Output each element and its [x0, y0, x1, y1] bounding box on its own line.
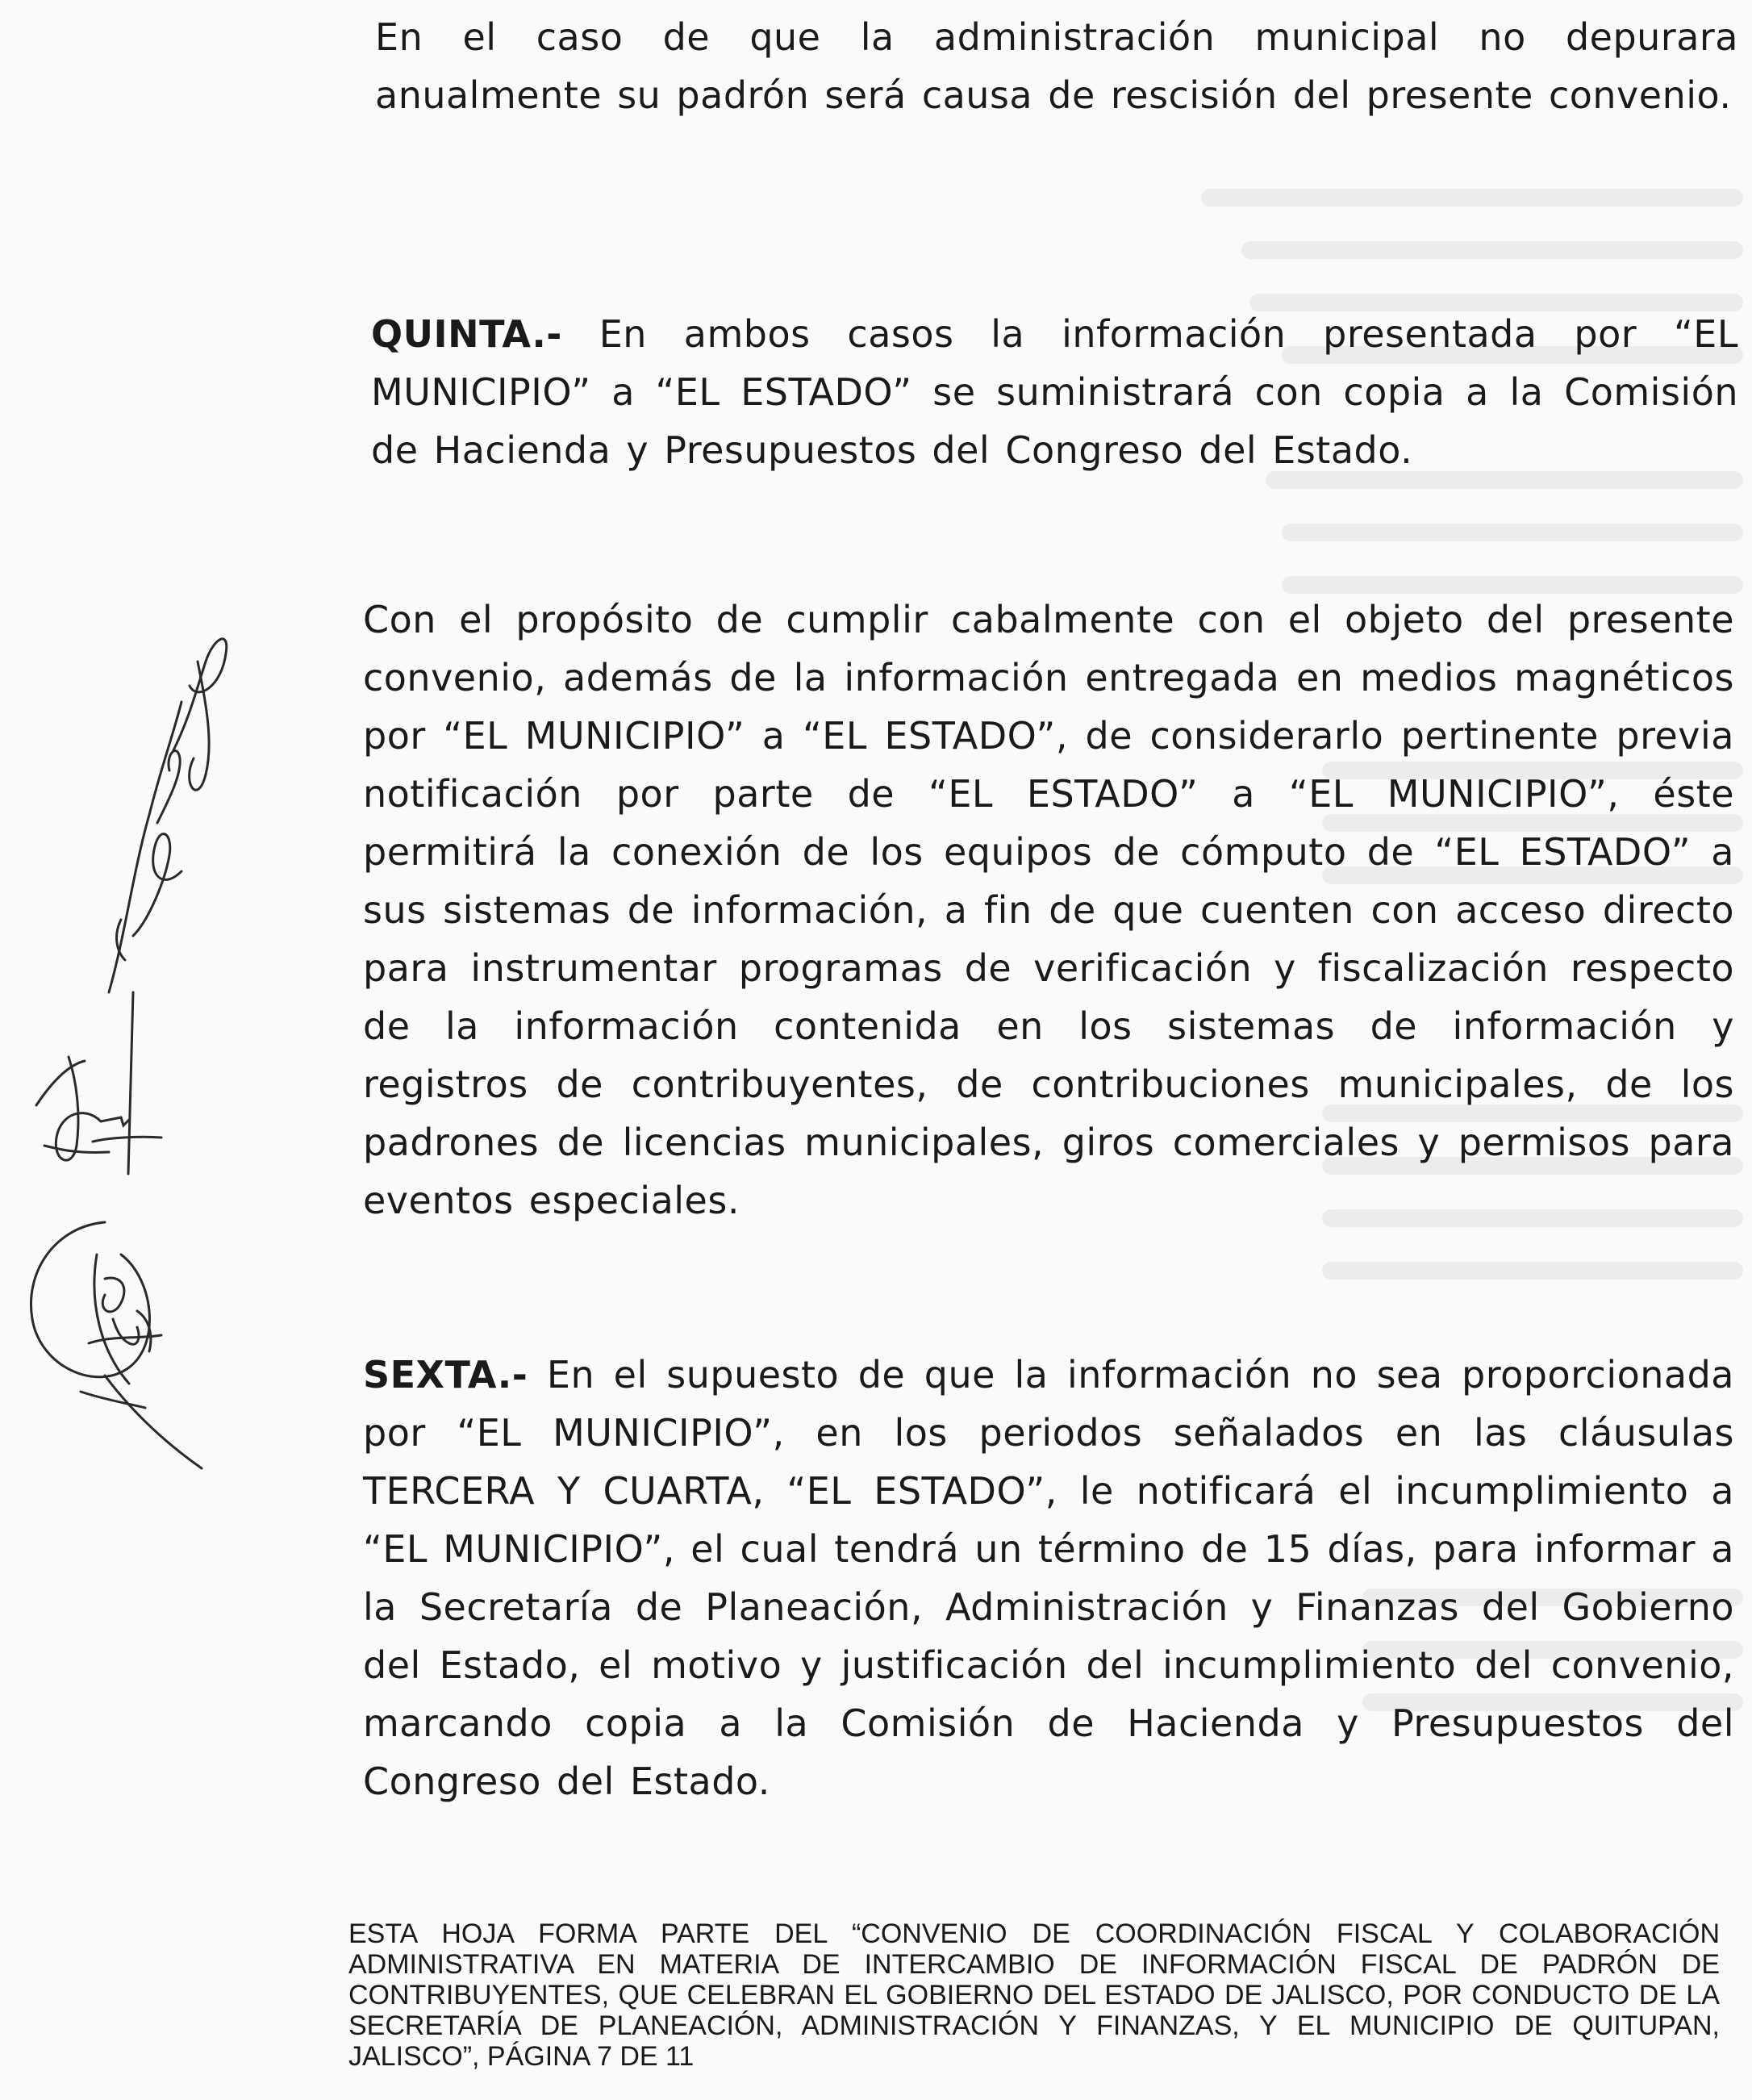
page-footer-text: ESTA HOJA FORMA PARTE DEL “CONVENIO DE COORDINACIÓN FISCAL Y COLABORACIÓN ADMINISTRATIVA EN MATERIA DE INTERCAMBIO DE INFORMACIÓN FISCAL DE PADRÓN DE CONTRIBUYENTES, QUE CELEBRAN EL GOBIERNO DEL ESTADO DE JALISCO, POR CONDUCTO DE LA SECRETARÍA DE PLANEACIÓN, ADMINISTRACIÓN Y FINANZAS, Y EL MUNICIPIO DE QUITUPAN, JALISCO”, PÁGINA 7 DE 11	[348, 1918, 1720, 2072]
clause-quinta-heading: QUINTA.-	[371, 312, 562, 356]
clause-sexta-heading: SEXTA.-	[363, 1353, 528, 1397]
paragraph-intro	[375, 8, 1738, 124]
paragraph-intro-text: En el caso de que la administración municipal no depurara anualmente su padrón será causa de rescisión del presente convenio.	[375, 15, 1738, 117]
paragraph-connection	[363, 591, 1734, 1230]
handwritten-signature-icon	[8, 1206, 218, 1472]
page-footer	[348, 1918, 1720, 2072]
clause-sexta-text: En el supuesto de que la información no sea proporcionada por “EL MUNICIPIO”, en los periodos señalados en las cláusulas TERCERA Y CUARTA, “EL ESTADO”, le notificará el incumplimiento a “EL MUNICIPIO”, el cual tendrá un término de 15 días, para informar a la Secretaría de Planeación, Administración y Finanzas del Gobierno del Estado, el motivo y justificación del incumplimiento del convenio, marcando copia a la Comisión de Hacienda y Presupuestos del Congreso del Estado.	[363, 1353, 1734, 1803]
handwritten-signature-icon	[20, 984, 165, 1178]
handwritten-signature-icon	[77, 613, 238, 1000]
clause-quinta	[371, 305, 1738, 479]
clause-sexta	[363, 1346, 1734, 1810]
paragraph-connection-text: Con el propósito de cumplir cabalmente con el objeto del presente convenio, además de la información entregada en medios magnéticos por “EL MUNICIPIO” a “EL ESTADO”, de considerarlo pertinente previa notificación por parte de “EL ESTADO” a “EL MUNICIPIO”, éste permitirá la conexión de los equipos de cómputo de “EL ESTADO” a sus sistemas de información, a fin de que cuenten con acceso directo para instrumentar programas de verificación y fiscalización respecto de la información contenida en los sistemas de información y registros de contribuyentes, de contribuciones municipales, de los padrones de licencias municipales, giros comerciales y permisos para eventos especiales.	[363, 598, 1734, 1222]
clause-quinta-text: En ambos casos la información presentada por “EL MUNICIPIO” a “EL ESTADO” se suministrará con copia a la Comisión de Hacienda y Presupuestos del Congreso del Estado.	[371, 312, 1738, 472]
